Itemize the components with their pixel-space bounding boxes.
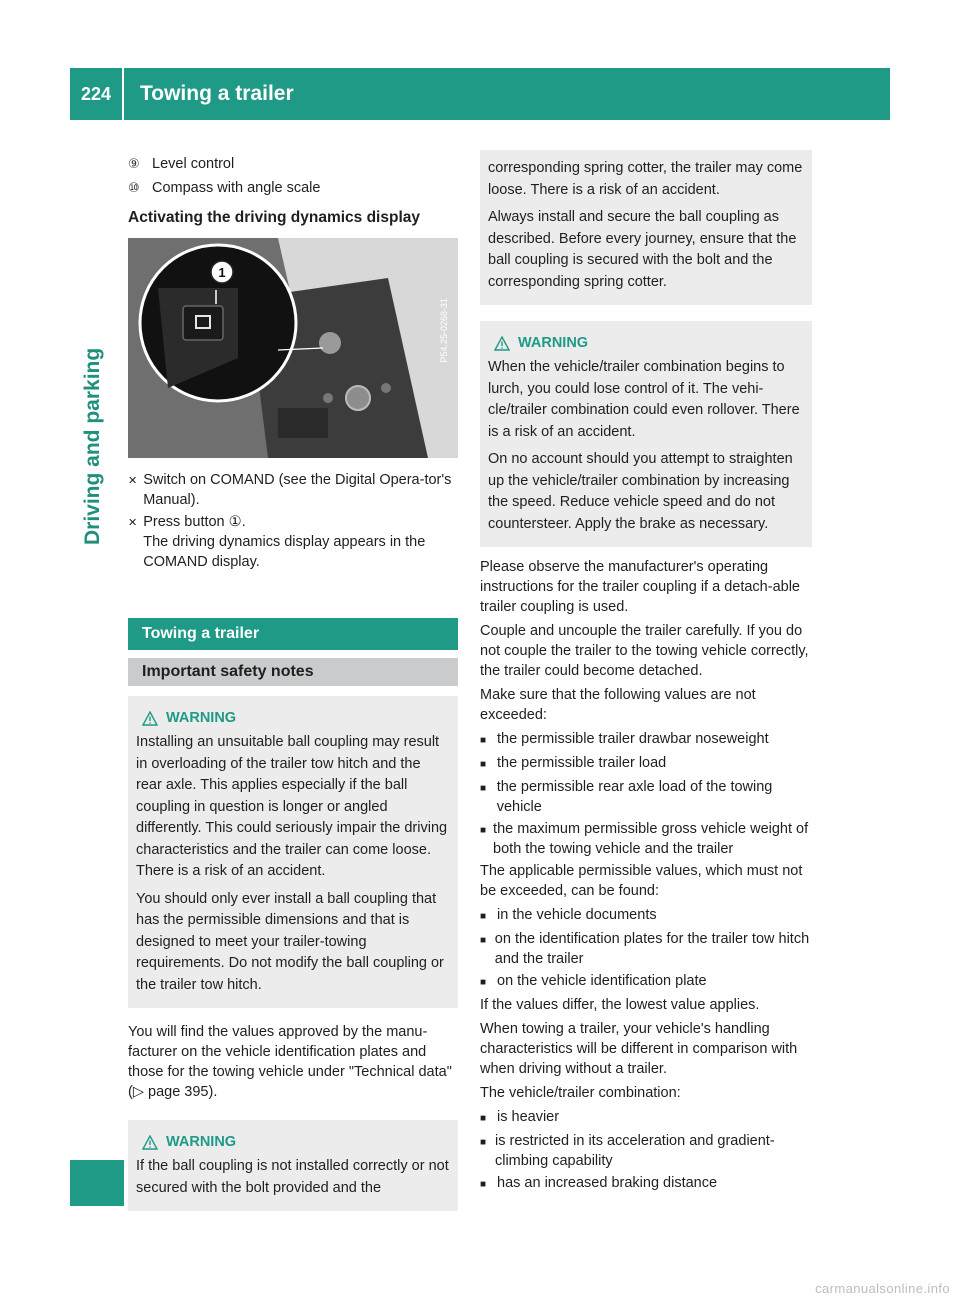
console-illustration [128, 238, 458, 458]
list-item: ■ in the vehicle documents [480, 905, 812, 927]
bullet-icon: ■ [480, 783, 487, 794]
legend-item [128, 178, 458, 198]
warning-title: WARNING [494, 333, 804, 353]
list-item: ■ on the vehicle identification plate [480, 971, 812, 993]
step-body [143, 512, 458, 572]
warning-text: Installing an unsuitable ball coupling may result in overloading of the trailer tow hitch and the rear axle. This applies especially if the ball coupling in question is longer or angled differently. This could seriously impair the driving characteristics and the trailer can come loose. There is a risk of an accident. [136, 734, 448, 879]
step-text: Press button ①. [143, 514, 246, 530]
warning-text: Always install and secure the ball coupling as described. Before every journey, ensure that the ball coupling is secured with the bolt and the corresponding spring cotter. [488, 209, 797, 290]
list-item: ■ the permissible rear axle load of the towing vehicle [480, 779, 773, 815]
warning-box [128, 696, 458, 1008]
step-result: The driving dynamics display appears in the COMAND display. [143, 534, 426, 570]
warning-triangle-icon [494, 336, 510, 351]
bullet-icon: ■ [480, 1179, 487, 1190]
body-text: The vehicle/trailer combination: [480, 1085, 681, 1101]
right-column [480, 150, 812, 1197]
warning-title: WARNING [142, 708, 450, 728]
header-bar [70, 68, 890, 120]
side-tab-label: Driving and parking [81, 347, 104, 545]
legend-marker: ⑨ [128, 156, 140, 171]
legend-text: Compass with angle scale [152, 180, 321, 196]
warning-triangle-icon [142, 711, 158, 726]
warning-box [128, 1120, 458, 1211]
bullet-icon: ■ [480, 1137, 487, 1148]
body-text: When towing a trailer, your vehicle's handling characteristics will be different in comparison with when driving without a trailer. [480, 1021, 798, 1077]
warning-text: You should only ever install a ball coupling that has the permissible dimensions and that is designed to meet your trailer-towing requirements. Do not modify the ball coupling or the trailer tow hitch. [136, 890, 444, 993]
figure-id: P54.25-0268-31 [439, 298, 449, 363]
bullet-icon: ■ [480, 911, 487, 922]
step-arrow-icon: ✕ [128, 517, 138, 529]
warning-title: WARNING [142, 1132, 450, 1152]
bullet-icon: ■ [480, 735, 487, 746]
warning-text: On no account should you attempt to straighten up the vehicle/trailer combination by increasing the speed. Reduce vehicle speed and do not countersteer. Apply the brake as necessary. [488, 451, 793, 532]
legend-item [128, 154, 458, 174]
subheading: Activating the driving dynamics display [128, 209, 420, 226]
bullet-icon: ■ [480, 977, 487, 988]
subsection-title: Important safety notes [128, 658, 458, 686]
body-text: Make sure that the following values are not exceeded: [480, 687, 756, 723]
list-item: ■ on the identification plates for the trailer tow hitch and the trailer [480, 931, 810, 967]
list-item: ■ the permissible trailer drawbar noseweight [480, 729, 812, 751]
body-text: If the values differ, the lowest value applies. [480, 997, 760, 1013]
side-tab-marker [70, 1160, 124, 1206]
warning-box-continued [480, 150, 812, 305]
page-number: 224 [70, 68, 124, 120]
list-item: ■ is heavier [480, 1107, 812, 1129]
list-item: ■ the maximum permissible gross vehicle weight of both the towing vehicle and the trailer [480, 821, 809, 857]
bullet-icon: ■ [480, 1113, 487, 1124]
callout-1: 1 [218, 265, 226, 280]
warning-text: When the vehicle/trailer combination begins to lurch, you could lose control of it. The vehi-cle/trailer combination could even rollover. There is a risk of an accident. [488, 359, 800, 440]
bullet-icon: ■ [480, 759, 487, 770]
section-title: Towing a trailer [128, 618, 458, 650]
left-column [128, 150, 458, 1221]
body-text: Please observe the manufacturer's operating instructions for the trailer coupling if a detach-able trailer coupling is used. [480, 559, 800, 615]
list-item: ■ the permissible trailer load [480, 753, 812, 775]
page-title: Towing a trailer [140, 82, 294, 105]
body-text: The applicable permissible values, which must not be exceeded, can be found: [480, 863, 803, 899]
step-arrow-icon: ✕ [128, 475, 138, 487]
warning-text: If the ball coupling is not installed correctly or not secured with the bolt provided and the [136, 1158, 449, 1196]
instruction-step [128, 512, 458, 572]
watermark: carmanualsonline.info [815, 1281, 950, 1296]
list-item: ■ has an increased braking distance [480, 1173, 812, 1195]
list-item: ■ is restricted in its acceleration and gradient-climbing capability [480, 1133, 775, 1169]
warning-text: corresponding spring cotter, the trailer may come loose. There is a risk of an accident. [488, 160, 803, 198]
console-photo [128, 238, 458, 458]
step-text: Switch on COMAND (see the Digital Opera-tor's Manual). [143, 472, 452, 508]
warning-box [480, 321, 812, 547]
bullet-icon: ■ [480, 825, 487, 836]
bullet-icon: ■ [480, 935, 487, 946]
legend-text: Level control [152, 156, 235, 172]
body-text: You will find the values approved by the manu-facturer on the vehicle identification plates and those for the towing vehicle under "Technical data" (▷ page 395). [128, 1024, 452, 1100]
side-tab [70, 120, 124, 1206]
warning-triangle-icon [142, 1135, 158, 1150]
body-text: Couple and uncouple the trailer carefully. If you do not couple the trailer to the towing vehicle correctly, the trailer could become detached. [480, 623, 809, 679]
instruction-step [128, 470, 458, 510]
legend-marker: ⑩ [128, 180, 140, 195]
